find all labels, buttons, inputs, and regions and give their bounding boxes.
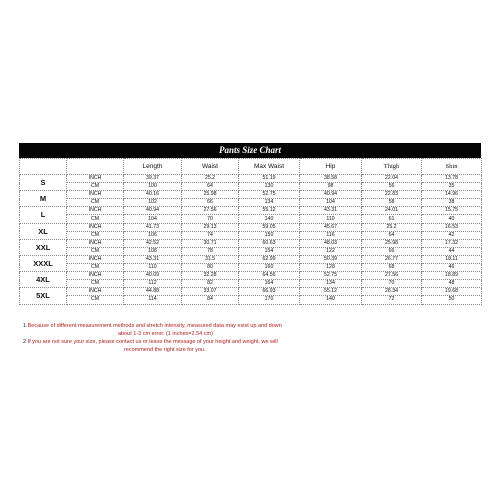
table-cell: 55.12 bbox=[239, 207, 300, 215]
table-cell: 128 bbox=[300, 264, 362, 272]
size-label: S bbox=[20, 175, 67, 191]
unit-label: INCH bbox=[67, 191, 124, 199]
size-label: L bbox=[20, 207, 67, 223]
size-label: 5XL bbox=[20, 288, 67, 304]
table-cell: 35 bbox=[422, 183, 482, 191]
size-label: M bbox=[20, 191, 67, 207]
table-row bbox=[20, 255, 482, 263]
table-cell: 64 bbox=[182, 183, 239, 191]
table-cell: 50.39 bbox=[300, 255, 362, 263]
table-row bbox=[20, 231, 482, 239]
unit-label: CM bbox=[67, 183, 124, 191]
table-cell: 110 bbox=[300, 215, 362, 223]
table-cell: 13.78 bbox=[422, 175, 482, 183]
unit-label: INCH bbox=[67, 207, 124, 215]
table-row bbox=[20, 223, 482, 231]
note-line: recommend the right size for you. bbox=[124, 347, 206, 353]
table-cell: 25.2 bbox=[362, 223, 422, 231]
table-cell: 43.31 bbox=[124, 255, 182, 263]
table-cell: 16.53 bbox=[422, 223, 482, 231]
table-cell: 56 bbox=[362, 183, 422, 191]
table-row bbox=[20, 288, 482, 296]
unit-label: CM bbox=[67, 247, 124, 255]
table-cell: 48.03 bbox=[300, 239, 362, 247]
table-cell: 66.93 bbox=[239, 288, 300, 296]
table-cell: 15.75 bbox=[422, 207, 482, 215]
unit-label: INCH bbox=[67, 255, 124, 263]
table-cell: 19.68 bbox=[422, 288, 482, 296]
table-cell: 45.67 bbox=[300, 223, 362, 231]
unit-label: INCH bbox=[67, 175, 124, 183]
note-line: If you are not sure your size, please contact us or leave the message of your height and weight, we will bbox=[27, 339, 278, 345]
size-label: XXL bbox=[20, 239, 67, 255]
note-number: 2 bbox=[23, 339, 28, 345]
table-cell: 122 bbox=[300, 247, 362, 255]
table-cell: 26.77 bbox=[362, 255, 422, 263]
table-cell: 33.07 bbox=[182, 288, 239, 296]
unit-label: INCH bbox=[67, 272, 124, 280]
note-number: 1. bbox=[23, 323, 28, 329]
table-cell: 18.11 bbox=[422, 255, 482, 263]
table-cell: 40.94 bbox=[124, 207, 182, 215]
table-cell: 40 bbox=[422, 215, 482, 223]
table-cell: 25.98 bbox=[362, 239, 422, 247]
table-row bbox=[20, 199, 482, 207]
table-cell: 27.56 bbox=[362, 272, 422, 280]
table-cell: 32.28 bbox=[182, 272, 239, 280]
table-cell: 80 bbox=[182, 264, 239, 272]
header-row bbox=[20, 159, 482, 175]
table-cell: 98 bbox=[300, 183, 362, 191]
size-table bbox=[19, 158, 482, 305]
table-cell: 59.05 bbox=[239, 223, 300, 231]
table-cell: 100 bbox=[124, 183, 182, 191]
table-cell: 40.94 bbox=[300, 191, 362, 199]
table-cell: 42 bbox=[422, 231, 482, 239]
table-cell: 52.75 bbox=[239, 191, 300, 199]
table-cell: 112 bbox=[124, 280, 182, 288]
unit-label: CM bbox=[67, 296, 124, 304]
unit-label: CM bbox=[67, 199, 124, 207]
header-cell bbox=[67, 159, 124, 175]
table-cell: 140 bbox=[300, 296, 362, 304]
table-cell: 130 bbox=[239, 183, 300, 191]
table-cell: 39.37 bbox=[124, 175, 182, 183]
table-row bbox=[20, 207, 482, 215]
table-cell: 17.32 bbox=[422, 239, 482, 247]
table-cell: 27.56 bbox=[182, 207, 239, 215]
table-row bbox=[20, 215, 482, 223]
table-cell: 82 bbox=[182, 280, 239, 288]
table-cell: 44 bbox=[422, 247, 482, 255]
table-cell: 134 bbox=[239, 199, 300, 207]
table-cell: 38.58 bbox=[300, 175, 362, 183]
table-cell: 108 bbox=[124, 247, 182, 255]
table-cell: 61 bbox=[362, 215, 422, 223]
table-row bbox=[20, 183, 482, 191]
table-cell: 70 bbox=[182, 215, 239, 223]
table-cell: 104 bbox=[124, 215, 182, 223]
table-cell: 72 bbox=[362, 296, 422, 304]
table-cell: 170 bbox=[239, 296, 300, 304]
table-cell: 31.5 bbox=[182, 255, 239, 263]
header-cell bbox=[20, 159, 67, 175]
unit-label: CM bbox=[67, 280, 124, 288]
table-cell: 24.01 bbox=[362, 207, 422, 215]
table-cell: 66 bbox=[182, 199, 239, 207]
table-cell: 102 bbox=[124, 199, 182, 207]
table-cell: 160 bbox=[239, 264, 300, 272]
table-cell: 66 bbox=[362, 247, 422, 255]
table-row bbox=[20, 272, 482, 280]
table-cell: 50 bbox=[422, 296, 482, 304]
size-label: XXXL bbox=[20, 255, 67, 271]
table-row bbox=[20, 280, 482, 288]
notes bbox=[23, 322, 383, 354]
table-cell: 140 bbox=[239, 215, 300, 223]
note-line: Because of different measurement methods and stretch intensity, measured data may exist up and down bbox=[27, 323, 282, 329]
chart-title: Pants Size Chart bbox=[19, 143, 481, 158]
unit-label: INCH bbox=[67, 288, 124, 296]
table-cell: 116 bbox=[300, 231, 362, 239]
size-label: XL bbox=[20, 223, 67, 239]
table-cell: 134 bbox=[300, 280, 362, 288]
table-row bbox=[20, 175, 482, 183]
table-cell: 46 bbox=[422, 264, 482, 272]
table-cell: 84 bbox=[182, 296, 239, 304]
header-cell: Hip bbox=[300, 159, 362, 175]
table-cell: 25.98 bbox=[182, 191, 239, 199]
table-cell: 58 bbox=[362, 199, 422, 207]
table-cell: 48 bbox=[422, 280, 482, 288]
table-cell: 114 bbox=[124, 296, 182, 304]
table-cell: 38 bbox=[422, 199, 482, 207]
table-cell: 40.09 bbox=[124, 272, 182, 280]
table-cell: 51.19 bbox=[239, 175, 300, 183]
table-cell: 150 bbox=[239, 231, 300, 239]
unit-label: CM bbox=[67, 231, 124, 239]
table-cell: 14.96 bbox=[422, 191, 482, 199]
table-cell: 62.99 bbox=[239, 255, 300, 263]
table-cell: 70 bbox=[362, 280, 422, 288]
table-cell: 30.71 bbox=[182, 239, 239, 247]
table-cell: 22.04 bbox=[362, 175, 422, 183]
table-cell: 64.56 bbox=[239, 272, 300, 280]
note-line: about 1-3 cm error. (1 inches=2.54 cm) bbox=[118, 331, 213, 337]
unit-label: CM bbox=[67, 264, 124, 272]
unit-label: CM bbox=[67, 215, 124, 223]
note-1 bbox=[23, 322, 383, 338]
header-cell: Length bbox=[124, 159, 182, 175]
table-cell: 25.2 bbox=[182, 175, 239, 183]
table-cell: 78 bbox=[182, 247, 239, 255]
table-cell: 40.16 bbox=[124, 191, 182, 199]
header-cell: Max Waist bbox=[239, 159, 300, 175]
table-cell: 44.88 bbox=[124, 288, 182, 296]
table-cell: 110 bbox=[124, 264, 182, 272]
table-cell: 22.83 bbox=[362, 191, 422, 199]
table-row bbox=[20, 264, 482, 272]
table-row bbox=[20, 239, 482, 247]
table-cell: 154 bbox=[239, 247, 300, 255]
table-cell: 104 bbox=[300, 199, 362, 207]
table-cell: 164 bbox=[239, 280, 300, 288]
header-cell: Waist bbox=[182, 159, 239, 175]
table-cell: 55.12 bbox=[300, 288, 362, 296]
table-cell: 29.13 bbox=[182, 223, 239, 231]
table-cell: 106 bbox=[124, 231, 182, 239]
table-cell: 52.75 bbox=[300, 272, 362, 280]
table-row bbox=[20, 296, 482, 304]
unit-label: INCH bbox=[67, 239, 124, 247]
size-chart bbox=[19, 143, 481, 305]
table-cell: 68 bbox=[362, 264, 422, 272]
table-row bbox=[20, 247, 482, 255]
table-cell: 18.89 bbox=[422, 272, 482, 280]
unit-label: INCH bbox=[67, 223, 124, 231]
table-cell: 28.34 bbox=[362, 288, 422, 296]
note-2 bbox=[23, 338, 383, 354]
header-cell: Shin bbox=[422, 159, 482, 175]
table-row bbox=[20, 191, 482, 199]
table-cell: 42.52 bbox=[124, 239, 182, 247]
size-label: 4XL bbox=[20, 272, 67, 288]
table-cell: 41.73 bbox=[124, 223, 182, 231]
table-cell: 60.63 bbox=[239, 239, 300, 247]
table-cell: 43.31 bbox=[300, 207, 362, 215]
table-cell: 74 bbox=[182, 231, 239, 239]
table-cell: 64 bbox=[362, 231, 422, 239]
header-cell: Thigh bbox=[362, 159, 422, 175]
